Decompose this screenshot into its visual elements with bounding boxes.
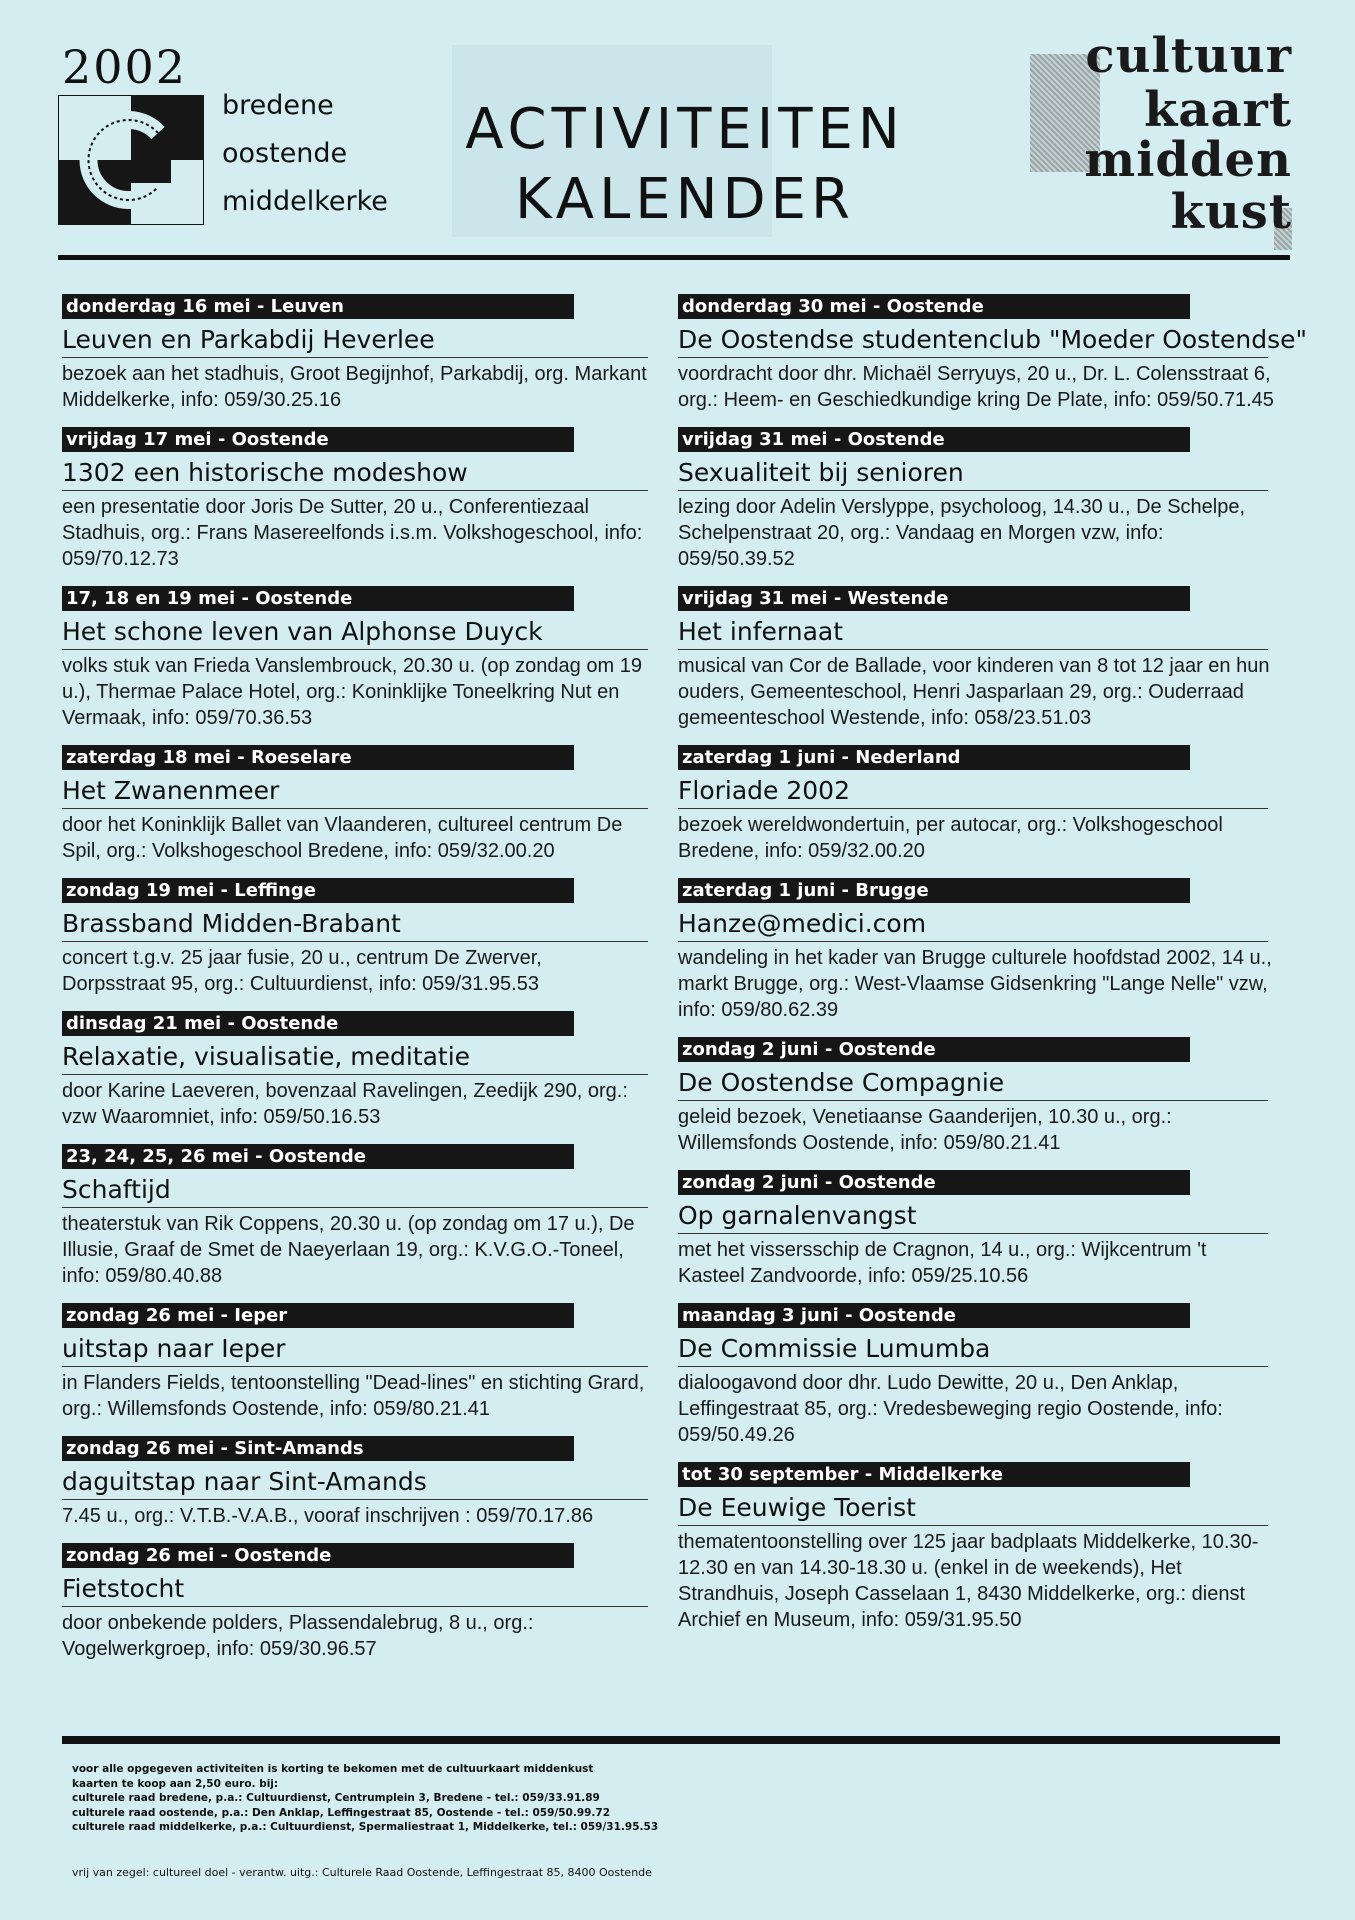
footer-notes — [72, 1762, 658, 1835]
event-item — [62, 1144, 650, 1289]
event-description: 7.45 u., org.: V.T.B.-V.A.B., vooraf inschrijven : 059/70.17.86 — [62, 1505, 594, 1527]
place-bredene: bredene — [222, 90, 334, 121]
event-title: De Oostendse Compagnie — [678, 1067, 1268, 1101]
event-description: theaterstuk van Rik Coppens, 20.30 u. (op zondag om 17 u.), De Illusie, Graaf de Smet de Naeyerlaan 19, org.: K.V.G.O.-Toneel, info: 059/80.40.88 — [62, 1213, 635, 1287]
event-title: Het infernaat — [678, 616, 1268, 650]
event-title: Het Zwanenmeer — [62, 775, 648, 809]
cultuurkaart-logo — [1030, 28, 1292, 250]
event-item — [62, 1436, 650, 1529]
footer-line: culturele raad bredene, p.a.: Cultuurdienst, Centrumplein 3, Bredene - tel.: 059/33.91.89 — [72, 1792, 600, 1804]
event-description: wandeling in het kader van Brugge culturele hoofdstad 2002, 14 u., markt Brugge, org.: West-Vlaamse Gidsenkring "Lange Nelle" vzw, info: 059/80.62.39 — [678, 947, 1272, 1021]
event-title: uitstap naar Ieper — [62, 1333, 648, 1367]
year: 2002 — [62, 40, 188, 94]
event-item — [62, 586, 650, 731]
event-date-bar: zaterdag 1 juni - Nederland — [678, 745, 1190, 770]
event-date-bar: zondag 26 mei - Sint-Amands — [62, 1436, 574, 1461]
event-description: volks stuk van Frieda Vanslembrouck, 20.30 u. (op zondag om 19 u.), Thermae Palace Hotel, org.: Koninklijke Toneelkring Nut en Vermaak, info: 059/70.36.53 — [62, 655, 642, 729]
event-date-bar: zondag 2 juni - Oostende — [678, 1037, 1190, 1062]
event-description: concert t.g.v. 25 jaar fusie, 20 u., centrum De Zwerver, Dorpsstraat 95, org.: Cultuurdienst, info: 059/31.95.53 — [62, 947, 542, 995]
right-column — [678, 294, 1307, 1647]
event-description: lezing door Adelin Verslyppe, psycholoog, 14.30 u., De Schelpe, Schelpenstraat 20, org.: Vandaag en Morgen vzw, info: 059/50.39.52 — [678, 496, 1246, 570]
event-title: Relaxatie, visualisatie, meditatie — [62, 1041, 648, 1075]
event-description: een presentatie door Joris De Sutter, 20 u., Conferentiezaal Stadhuis, org.: Frans Masereelfonds i.s.m. Volkshogeschool, info: 059/70.12.73 — [62, 496, 643, 570]
event-title: Fietstocht — [62, 1573, 648, 1607]
event-title: Floriade 2002 — [678, 775, 1268, 809]
event-description: musical van Cor de Ballade, voor kinderen van 8 tot 12 jaar en hun ouders, Gemeenteschool, Henri Jasparlaan 29, org.: Ouderraad gemeenteschool Westende, info: 058/23.51.03 — [678, 655, 1270, 729]
event-date-bar: 17, 18 en 19 mei - Oostende — [62, 586, 574, 611]
event-item — [62, 878, 650, 997]
footer-rule — [62, 1736, 1280, 1744]
footer-line: culturele raad middelkerke, p.a.: Cultuurdienst, Spermaliestraat 1, Middelkerke, tel.: 059/31.95.53 — [72, 1821, 659, 1833]
event-date-bar: vrijdag 17 mei - Oostende — [62, 427, 574, 452]
footer-line: voor alle opgegeven activiteiten is korting te bekomen met de cultuurkaart middenkust — [72, 1763, 594, 1775]
event-description: door het Koninklijk Ballet van Vlaanderen, cultureel centrum De Spil, org.: Volkshogeschool Bredene, info: 059/32.00.20 — [62, 814, 623, 862]
event-item — [678, 586, 1278, 731]
event-item — [678, 1037, 1278, 1156]
event-item — [62, 294, 650, 413]
event-date-bar: donderdag 30 mei - Oostende — [678, 294, 1190, 319]
event-item — [62, 1303, 650, 1422]
event-description: dialoogavond door dhr. Ludo Dewitte, 20 u., Den Anklap, Leffingestraat 85, org.: Vredesbeweging regio Oostende, info: 059/50.49.26 — [678, 1372, 1223, 1446]
region-logo — [58, 95, 204, 225]
place-oostende: oostende — [222, 138, 348, 169]
event-title: De Oostendse studentenclub "Moeder Oostendse" — [678, 324, 1268, 358]
event-date-bar: zaterdag 1 juni - Brugge — [678, 878, 1190, 903]
event-title: Leuven en Parkabdij Heverlee — [62, 324, 648, 358]
event-date-bar: zondag 19 mei - Leffinge — [62, 878, 574, 903]
publisher-imprint: vrij van zegel: cultureel doel - verantw. uitg.: Culturele Raad Oostende, Leffingestraat 85, 8400 Oostende — [72, 1866, 652, 1879]
event-item — [62, 745, 650, 864]
event-title: Schaftijd — [62, 1174, 648, 1208]
footer-line: culturele raad oostende, p.a.: Den Anklap, Leffingestraat 85, Oostende - tel.: 059/50.99.72 — [72, 1806, 611, 1819]
logo-word-cultuur: cultuur — [1085, 28, 1292, 84]
event-description: voordracht door dhr. Michaël Serryuys, 20 u., Dr. L. Colensstraat 6, org.: Heem- en Geschiedkundige kring De Plate, info: 059/50.71.45 — [678, 363, 1274, 411]
places-list — [222, 82, 388, 226]
event-item — [678, 1170, 1278, 1289]
event-title: Hanze@medici.com — [678, 908, 1268, 942]
event-item — [678, 878, 1278, 1023]
logo-word-midden: midden — [1084, 132, 1292, 188]
event-date-bar: donderdag 16 mei - Leuven — [62, 294, 574, 319]
event-title: Sexualiteit bij senioren — [678, 457, 1268, 491]
event-date-bar: 23, 24, 25, 26 mei - Oostende — [62, 1144, 574, 1169]
event-title: Brassband Midden-Brabant — [62, 908, 648, 942]
event-date-bar: zondag 26 mei - Oostende — [62, 1543, 574, 1568]
event-title: De Commissie Lumumba — [678, 1333, 1268, 1367]
event-description: thematentoonstelling over 125 jaar badplaats Middelkerke, 10.30-12.30 en van 14.30-18.30 u. (enkel in de weekends), Het Strandhuis, Joseph Casselaan 1, 8430 Middelkerke, org.: dienst Archief en Museum, info: 059/31.95.50 — [678, 1531, 1259, 1631]
event-description: geleid bezoek, Venetiaanse Gaanderijen, 10.30 u., org.: Willemsfonds Oostende, info: 059/80.21.41 — [678, 1106, 1172, 1154]
event-description: door Karine Laeveren, bovenzaal Ravelingen, Zeedijk 290, org.: vzw Waaromniet, info: 059/50.16.53 — [62, 1080, 628, 1128]
event-description: bezoek wereldwondertuin, per autocar, org.: Volkshogeschool Bredene, info: 059/32.00.20 — [678, 814, 1223, 862]
title-line-1: ACTIVITEITEN — [465, 97, 905, 162]
event-date-bar: tot 30 september - Middelkerke — [678, 1462, 1190, 1487]
logo-word-kust: kust — [1170, 184, 1292, 240]
event-item — [678, 427, 1278, 572]
title-line-2: KALENDER — [515, 167, 855, 232]
event-item — [678, 745, 1278, 864]
event-title: Op garnalenvangst — [678, 1200, 1268, 1234]
event-description: in Flanders Fields, tentoonstelling "Dead-lines" en stichting Grard, org.: Willemsfonds Oostende, info: 059/80.21.41 — [62, 1372, 645, 1420]
event-date-bar: maandag 3 juni - Oostende — [678, 1303, 1190, 1328]
event-title: 1302 een historische modeshow — [62, 457, 648, 491]
page-title — [405, 95, 965, 235]
event-date-bar: dinsdag 21 mei - Oostende — [62, 1011, 574, 1036]
event-title: De Eeuwige Toerist — [678, 1492, 1268, 1526]
event-item — [678, 1462, 1278, 1633]
event-title: Het schone leven van Alphonse Duyck — [62, 616, 648, 650]
logo-word-kaart: kaart — [1144, 82, 1292, 138]
event-date-bar: zaterdag 18 mei - Roeselare — [62, 745, 574, 770]
event-date-bar: zondag 26 mei - Ieper — [62, 1303, 574, 1328]
event-item — [62, 1543, 650, 1662]
place-middelkerke: middelkerke — [222, 186, 388, 217]
left-column — [62, 294, 650, 1676]
event-item — [62, 1011, 650, 1130]
footer-line: kaarten te koop aan 2,50 euro. bij: — [72, 1777, 279, 1790]
event-title: daguitstap naar Sint-Amands — [62, 1466, 648, 1500]
header-rule — [58, 255, 1290, 260]
event-description: bezoek aan het stadhuis, Groot Begijnhof, Parkabdij, org. Markant Middelkerke, info: 059/30.25.16 — [62, 363, 647, 411]
event-item — [62, 427, 650, 572]
event-date-bar: vrijdag 31 mei - Westende — [678, 586, 1190, 611]
event-item — [678, 294, 1307, 413]
event-description: met het vissersschip de Cragnon, 14 u., org.: Wijkcentrum 't Kasteel Zandvoorde, info: 059/25.10.56 — [678, 1239, 1207, 1287]
event-item — [678, 1303, 1278, 1448]
event-date-bar: zondag 2 juni - Oostende — [678, 1170, 1190, 1195]
event-description: door onbekende polders, Plassendalebrug, 8 u., org.: Vogelwerkgroep, info: 059/30.96.57 — [62, 1612, 534, 1660]
event-date-bar: vrijdag 31 mei - Oostende — [678, 427, 1190, 452]
